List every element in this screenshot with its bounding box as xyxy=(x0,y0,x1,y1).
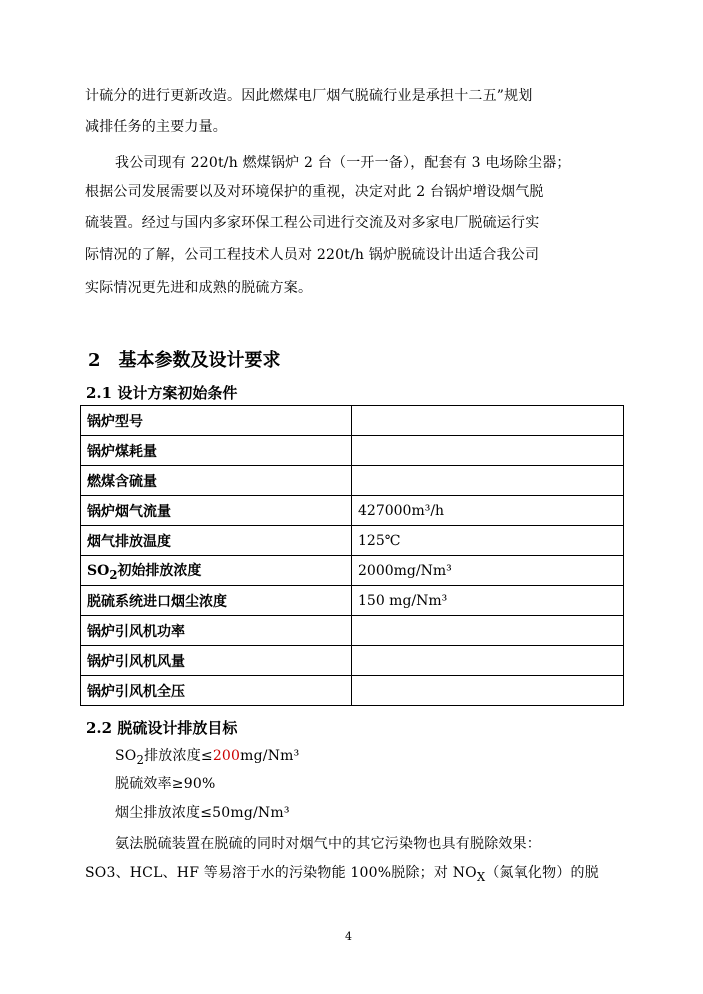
so2-subscript: 2 xyxy=(136,752,145,767)
param-key: 锅炉型号 xyxy=(81,406,352,436)
param-key: 锅炉引风机功率 xyxy=(81,616,352,646)
intro-line-2: 减排任务的主要力量。 xyxy=(85,119,227,135)
param-key-rest: 初始排放浓度 xyxy=(117,562,202,579)
table-row xyxy=(81,616,624,646)
table-row xyxy=(81,406,624,436)
page-number: 4 xyxy=(345,930,352,943)
param-key: 燃煤含硫量 xyxy=(81,466,352,496)
param-value xyxy=(352,676,624,706)
design-parameters-table xyxy=(80,405,624,706)
section-2-1-heading: 2.1 设计方案初始条件 xyxy=(86,384,238,402)
target-efficiency: 脱硫效率≥90% xyxy=(115,776,216,792)
table-row xyxy=(81,436,624,466)
param-key-main: SO xyxy=(87,562,110,579)
param-value xyxy=(352,466,624,496)
intro-line-4: 根据公司发展需要以及对环境保护的重视，决定对此 2 台锅炉增设烟气脱 xyxy=(85,184,544,200)
table-row xyxy=(81,556,624,586)
param-value: 150 mg/Nm³ xyxy=(352,586,624,616)
table-row xyxy=(81,466,624,496)
intro-line-5: 硫装置。经过与国内多家环保工程公司进行交流及对多家电厂脱硫运行实 xyxy=(85,215,540,231)
param-value xyxy=(352,616,624,646)
closing-line-1: 氨法脱硫装置在脱硫的同时对烟气中的其它污染物也具有脱除效果： xyxy=(115,836,541,852)
so2-unit: mg/Nm³ xyxy=(240,748,300,764)
param-key: 锅炉引风机风量 xyxy=(81,646,352,676)
param-key xyxy=(81,556,352,586)
param-key: 锅炉煤耗量 xyxy=(81,436,352,466)
target-dust: 烟尘排放浓度≤50mg/Nm³ xyxy=(115,805,290,821)
table-row xyxy=(81,646,624,676)
intro-line-3: 我公司现有 220t/h 燃煤锅炉 2 台（一开一备），配套有 3 电场除尘器； xyxy=(115,155,571,171)
closing-line-2-a: SO3、HCL、HF 等易溶于水的污染物能 100%脱除；对 NO xyxy=(85,865,477,881)
closing-line-2 xyxy=(85,863,599,887)
so2-value: 200 xyxy=(212,748,241,764)
so2-text: 排放浓度≤ xyxy=(144,748,213,764)
param-value: 427000m³/h xyxy=(352,496,624,526)
param-value: 2000mg/Nm³ xyxy=(352,556,624,586)
param-key-subscript: 2 xyxy=(109,567,118,582)
table-row xyxy=(81,526,624,556)
section-2-2-heading: 2.2 脱硫设计排放目标 xyxy=(86,719,238,737)
closing-line-2-b: （氮氧化物）的脱 xyxy=(485,865,599,881)
intro-line-7: 实际情况更先进和成熟的脱硫方案。 xyxy=(85,280,313,296)
param-key: 烟气排放温度 xyxy=(81,526,352,556)
intro-line-6: 际情况的了解，公司工程技术人员对 220t/h 锅炉脱硫设计出适合我公司 xyxy=(85,247,540,263)
param-value: 125℃ xyxy=(352,526,624,556)
nox-subscript: X xyxy=(476,869,486,884)
param-key: 脱硫系统进口烟尘浓度 xyxy=(81,586,352,616)
table-row xyxy=(81,676,624,706)
param-value xyxy=(352,406,624,436)
table-row xyxy=(81,586,624,616)
param-key: 锅炉引风机全压 xyxy=(81,676,352,706)
table-row xyxy=(81,496,624,526)
section-2-heading: 2 基本参数及设计要求 xyxy=(88,350,281,371)
target-so2 xyxy=(115,746,299,770)
param-value xyxy=(352,436,624,466)
intro-line-1: 计硫分的进行更新改造。因此燃煤电厂烟气脱硫行业是承担十二五”规划 xyxy=(85,88,533,104)
so2-main: SO xyxy=(115,748,137,764)
param-value xyxy=(352,646,624,676)
param-key: 锅炉烟气流量 xyxy=(81,496,352,526)
